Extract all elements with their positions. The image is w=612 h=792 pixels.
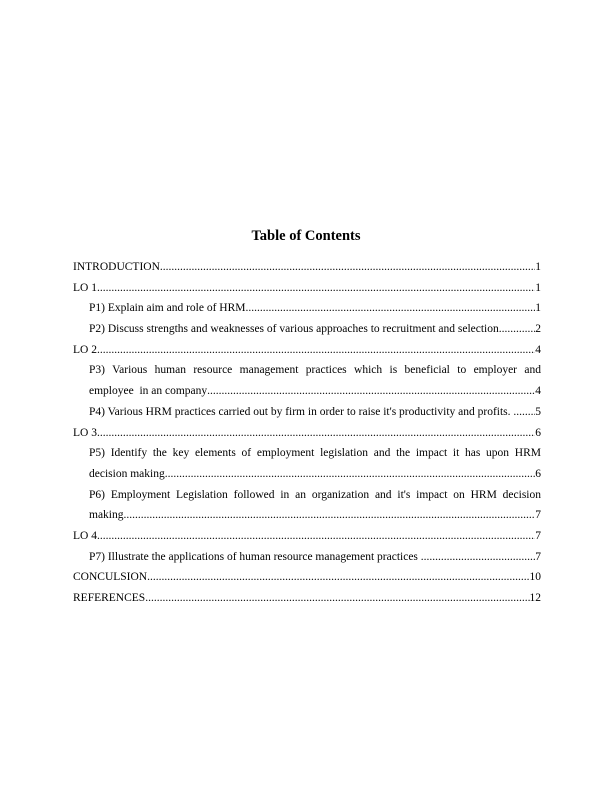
toc-leader-dots bbox=[513, 402, 535, 423]
toc-entry-p1[interactable] bbox=[73, 298, 541, 319]
toc-entry-text-line1: P6) Employment Legislation followed in an organization and it's impact on HRM decision bbox=[89, 488, 541, 501]
toc-entry-text: decision making bbox=[89, 467, 165, 480]
toc-entry-page: 7 bbox=[535, 550, 541, 563]
toc-entry-text: P2) Discuss strengths and weaknesses of various approaches to recruitment and selection bbox=[89, 323, 499, 336]
toc-entry-page: 1 bbox=[535, 281, 541, 294]
toc-entry-text: LO 3 bbox=[73, 426, 97, 439]
table-of-contents bbox=[73, 257, 541, 609]
toc-title: Table of Contents bbox=[251, 228, 361, 244]
toc-entry-text: LO 1 bbox=[73, 281, 97, 294]
toc-entry-p2[interactable] bbox=[73, 319, 541, 340]
toc-entry-page: 1 bbox=[535, 302, 541, 315]
toc-leader-dots bbox=[147, 567, 529, 588]
toc-entry-text: REFERENCES bbox=[73, 592, 146, 604]
toc-entry-text: LO 2 bbox=[73, 343, 97, 356]
toc-entry-introduction[interactable] bbox=[73, 257, 541, 278]
toc-entry-page: 4 bbox=[535, 343, 541, 356]
toc-leader-dots bbox=[499, 319, 536, 340]
toc-leader-dots bbox=[246, 298, 536, 319]
toc-entry-page: 7 bbox=[535, 529, 541, 542]
toc-entry-text-line1: P5) Identify the key elements of employment legislation and the impact it has upon HRM bbox=[89, 447, 541, 460]
toc-leader-dots bbox=[160, 257, 535, 278]
toc-entry-page: 7 bbox=[535, 509, 541, 522]
toc-leader-dots bbox=[97, 278, 535, 299]
toc-leader-dots bbox=[207, 381, 535, 402]
toc-entry-lo1[interactable] bbox=[73, 278, 541, 299]
toc-entry-text: employee in an company bbox=[89, 385, 208, 398]
toc-entry-text: P7) Illustrate the applications of human resource management practices bbox=[89, 550, 421, 563]
toc-entry-text: INTRODUCTION bbox=[73, 261, 160, 273]
toc-leader-dots bbox=[124, 505, 536, 526]
toc-entry-lo4[interactable] bbox=[73, 526, 541, 547]
toc-entry-text-line1: P3) Various human resource management practices which is beneficial to employer and bbox=[89, 364, 541, 377]
toc-entry-conclusion[interactable] bbox=[73, 567, 541, 588]
toc-entry-text: P1) Explain aim and role of HRM bbox=[89, 302, 246, 315]
toc-entry-p6[interactable] bbox=[73, 485, 541, 526]
toc-entry-p3[interactable] bbox=[73, 360, 541, 401]
toc-leader-dots bbox=[97, 423, 535, 444]
toc-leader-dots bbox=[165, 464, 536, 485]
toc-leader-dots bbox=[97, 526, 535, 547]
toc-entry-p7[interactable] bbox=[73, 547, 541, 568]
toc-entry-page: 1 bbox=[535, 261, 541, 273]
toc-leader-dots bbox=[145, 588, 529, 609]
toc-entry-page: 5 bbox=[535, 405, 541, 418]
toc-entry-lo2[interactable] bbox=[73, 340, 541, 361]
toc-entry-page: 6 bbox=[535, 426, 541, 439]
toc-entry-page: 4 bbox=[535, 385, 541, 398]
toc-entry-p4[interactable] bbox=[73, 402, 541, 423]
toc-entry-p5[interactable] bbox=[73, 443, 541, 484]
toc-entry-text: P4) Various HRM practices carried out by firm in order to raise it's productivity and profits. bbox=[89, 405, 514, 418]
toc-entry-page: 2 bbox=[535, 323, 541, 336]
toc-entry-text: making bbox=[89, 509, 124, 522]
toc-entry-text: LO 4 bbox=[73, 529, 97, 542]
toc-entry-page: 10 bbox=[529, 571, 541, 584]
toc-leader-dots bbox=[421, 547, 535, 568]
toc-entry-page: 6 bbox=[535, 467, 541, 480]
toc-leader-dots bbox=[97, 340, 535, 361]
toc-entry-text: CONCULSION bbox=[73, 571, 148, 584]
toc-entry-references[interactable] bbox=[73, 588, 541, 609]
toc-entry-page: 12 bbox=[529, 592, 541, 604]
toc-entry-lo3[interactable] bbox=[73, 423, 541, 444]
